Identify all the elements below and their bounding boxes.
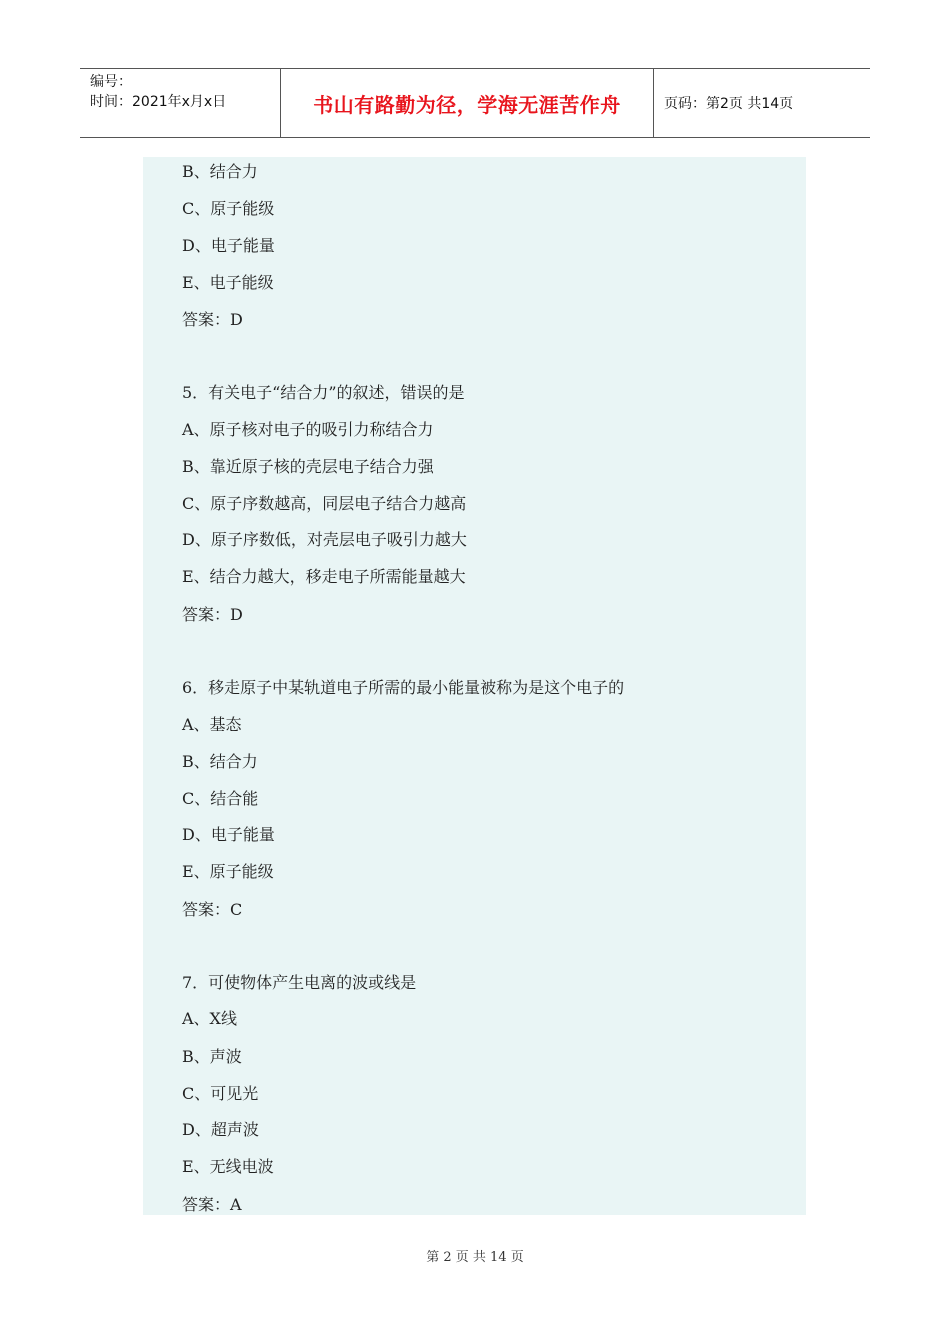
header-page-info: 页码：第2页 共14页: [664, 96, 794, 112]
answer-line: 答案：D: [182, 310, 243, 329]
option-line: C、可见光: [182, 1084, 259, 1103]
option-line: B、结合力: [182, 162, 258, 181]
time-line: 时间：2021年x月x日: [90, 94, 227, 110]
question-5: 5．有关电子“结合力”的叙述，错误的是: [182, 383, 465, 402]
answer-line: 答案：D: [182, 605, 243, 624]
question-content: [143, 157, 806, 1215]
option-line: B、声波: [182, 1047, 242, 1066]
header-motto: 书山有路勤为径，学海无涯苦作舟: [281, 69, 654, 137]
option-line: D、电子能量: [182, 825, 275, 844]
option-line: A、原子核对电子的吸引力称结合力: [182, 420, 434, 439]
page-footer: 第 2 页 共 14 页: [426, 1250, 524, 1265]
option-line: B、结合力: [182, 752, 258, 771]
option-line: E、结合力越大，移走电子所需能量越大: [182, 567, 466, 586]
option-line: C、原子能级: [182, 199, 275, 218]
option-line: E、原子能级: [182, 862, 274, 881]
number-label: 编号：: [90, 74, 132, 90]
question-7: 7．可使物体产生电离的波或线是: [182, 973, 417, 992]
option-line: E、电子能级: [182, 273, 274, 292]
option-line: A、基态: [182, 715, 242, 734]
option-line: D、电子能量: [182, 236, 275, 255]
option-line: A、X线: [182, 1009, 237, 1028]
answer-line: 答案：A: [182, 1195, 242, 1214]
option-line: C、结合能: [182, 789, 259, 808]
option-line: B、靠近原子核的壳层电子结合力强: [182, 457, 434, 476]
header-meta: [80, 69, 281, 137]
question-6: 6．移走原子中某轨道电子所需的最小能量被称为是这个电子的: [182, 678, 625, 697]
option-line: D、超声波: [182, 1120, 259, 1139]
option-line: D、原子序数低，对壳层电子吸引力越大: [182, 530, 467, 549]
answer-line: 答案：C: [182, 900, 243, 919]
page-header: [80, 68, 870, 138]
option-line: E、无线电波: [182, 1157, 274, 1176]
option-line: C、原子序数越高，同层电子结合力越高: [182, 494, 467, 513]
